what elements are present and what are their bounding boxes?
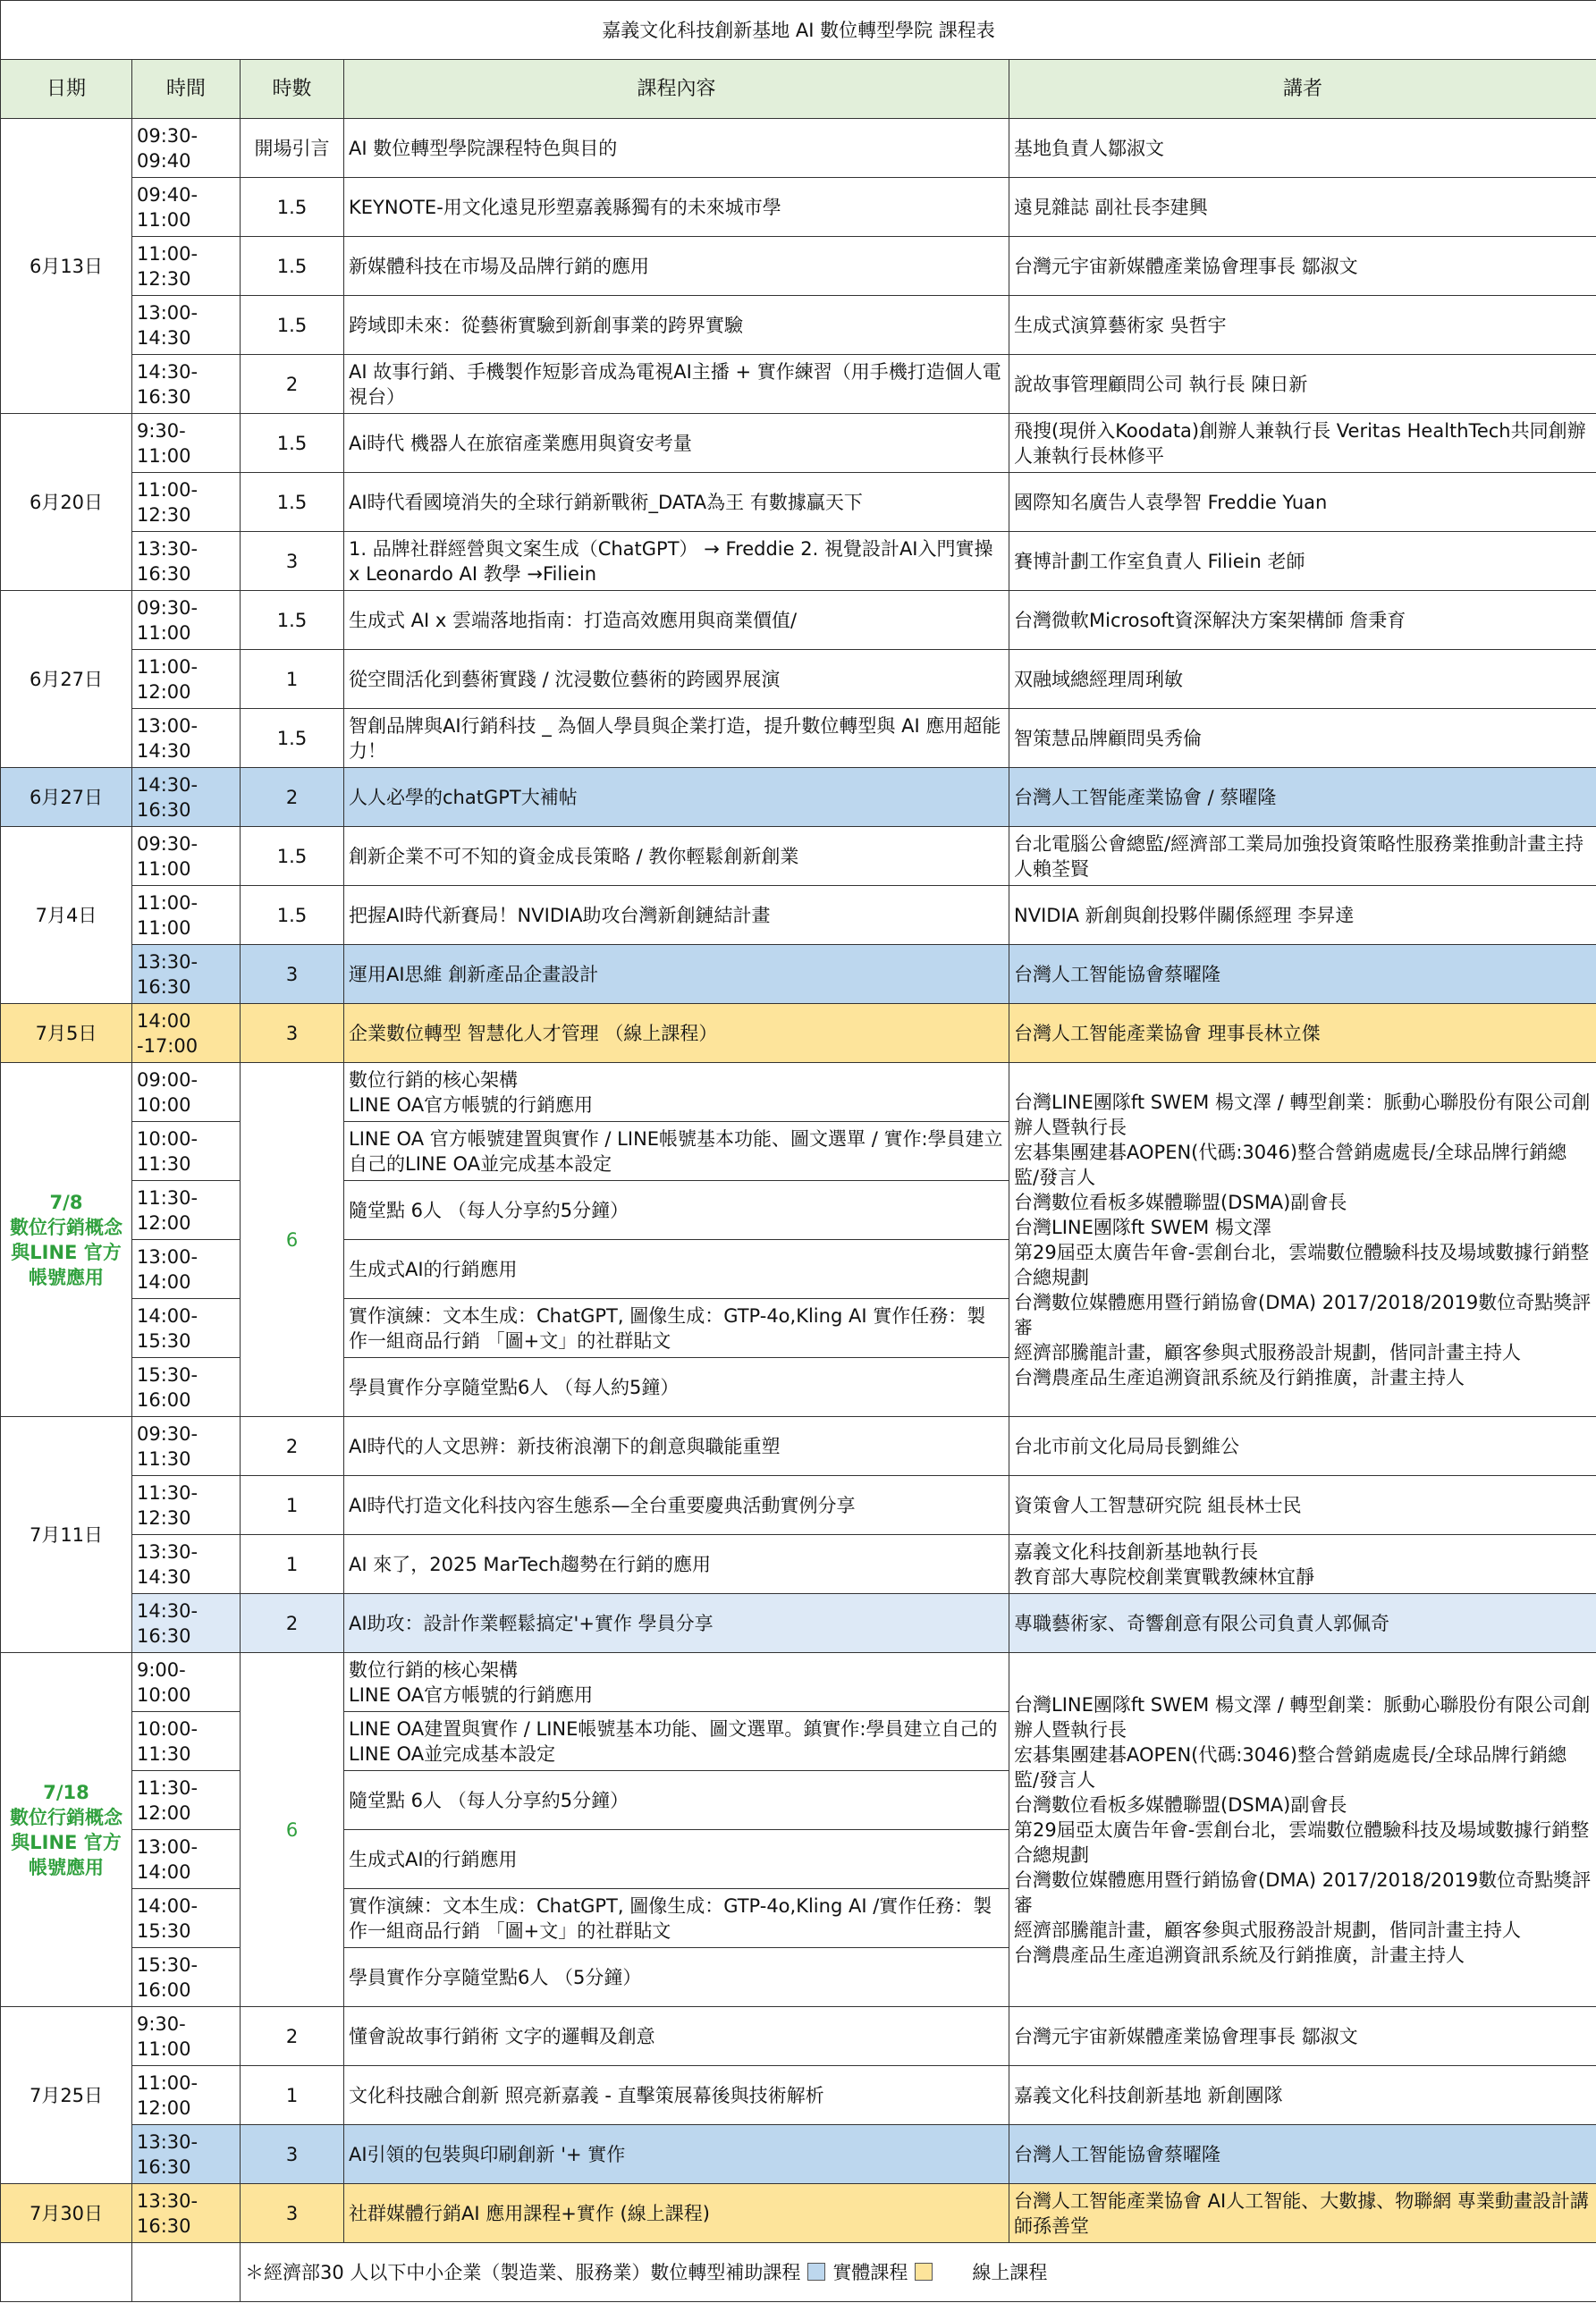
time-cell: 10:00-11:30	[132, 1122, 241, 1181]
content-cell: 實作演練：文本生成：ChatGPT, 圖像生成：GTP-4o,Kling AI 實作任務：製作一組商品行銷 「圖+文」的社群貼文	[344, 1299, 1009, 1358]
hours-cell: 1.5	[241, 296, 344, 355]
speaker-cell: 台灣人工智能產業協會 理事長林立傑	[1009, 1004, 1596, 1063]
content-cell: 從空間活化到藝術實踐 / 沈浸數位藝術的跨國界展演	[344, 650, 1009, 709]
hours-cell: 1.5	[241, 414, 344, 473]
hours-cell: 1.5	[241, 591, 344, 650]
table-row	[1, 2066, 1596, 2125]
content-cell: 文化科技融合創新 照亮新嘉義 - 直擊策展幕後與技術解析	[344, 2066, 1009, 2125]
content-cell: 生成式AI的行銷應用	[344, 1240, 1009, 1299]
header-hours: 時數	[241, 60, 344, 119]
time-cell: 13:00-14:00	[132, 1240, 241, 1299]
hours-cell: 1.5	[241, 237, 344, 296]
content-cell: 學員實作分享隨堂點6人 （每人約5鐘）	[344, 1358, 1009, 1417]
time-cell: 15:30-16:00	[132, 1948, 241, 2007]
content-cell: Ai時代 機器人在旅宿產業應用與資安考量	[344, 414, 1009, 473]
content-cell: 社群媒體行銷AI 應用課程+實作 (線上課程)	[344, 2184, 1009, 2243]
speaker-cell: 台北電腦公會總監/經濟部工業局加強投資策略性服務業推動計畫主持人賴荃賢	[1009, 827, 1596, 886]
speaker-cell: 賽博計劃工作室負責人 Filiein 老師	[1009, 532, 1596, 591]
content-cell: AI助攻：設計作業輕鬆搞定'+實作 學員分享	[344, 1594, 1009, 1653]
hours-cell: 3	[241, 2125, 344, 2184]
time-cell: 11:30-12:00	[132, 1771, 241, 1830]
time-cell: 09:30-11:30	[132, 1417, 241, 1476]
content-cell: 懂會說故事行銷術 文字的邏輯及創意	[344, 2007, 1009, 2066]
time-cell: 13:30-16:30	[132, 532, 241, 591]
content-cell: 隨堂點 6人 （每人分享約5分鐘）	[344, 1181, 1009, 1240]
legend-empty-cell	[1, 2243, 132, 2302]
title-row	[1, 1, 1596, 60]
hours-cell: 1.5	[241, 827, 344, 886]
content-cell: AI時代看國境消失的全球行銷新戰術_DATA為王 有數據贏天下	[344, 473, 1009, 532]
speaker-cell: 台灣元宇宙新媒體產業協會理事長 鄒淑文	[1009, 2007, 1596, 2066]
content-cell: 數位行銷的核心架構 LINE OA官方帳號的行銷應用	[344, 1063, 1009, 1122]
table-row	[1, 1653, 1596, 1712]
speaker-cell: 台灣微軟Microsoft資深解決方案架構師 詹秉育	[1009, 591, 1596, 650]
content-cell: 人人必學的chatGPT大補帖	[344, 768, 1009, 827]
time-cell: 09:30-11:00	[132, 591, 241, 650]
legend-blue-swatch	[807, 2263, 825, 2281]
header-speaker: 講者	[1009, 60, 1596, 119]
content-cell: 生成式 AI x 雲端落地指南：打造高效應用與商業價值/	[344, 591, 1009, 650]
hours-cell: 1.5	[241, 709, 344, 768]
table-row	[1, 178, 1596, 237]
speaker-cell: 台灣人工智能產業協會 / 蔡曜隆	[1009, 768, 1596, 827]
hours-cell: 2	[241, 1417, 344, 1476]
speaker-cell: NVIDIA 新創與創投夥伴關係經理 李昇達	[1009, 886, 1596, 945]
hours-cell: 1	[241, 1535, 344, 1594]
hours-cell: 1.5	[241, 473, 344, 532]
table-row	[1, 2184, 1596, 2243]
table-row	[1, 945, 1596, 1004]
table-row	[1, 1476, 1596, 1535]
time-cell: 11:00-12:00	[132, 650, 241, 709]
time-cell: 11:00-12:30	[132, 237, 241, 296]
time-cell: 9:30-11:00	[132, 2007, 241, 2066]
time-cell: 14:00 -17:00	[132, 1004, 241, 1063]
speaker-cell: 遠見雜誌 副社長李建興	[1009, 178, 1596, 237]
hours-cell: 6	[241, 1653, 344, 2007]
speaker-cell: 國際知名廣告人袁學智 Freddie Yuan	[1009, 473, 1596, 532]
time-cell: 10:00-11:30	[132, 1712, 241, 1771]
speaker-cell: 台灣LINE團隊ft SWEM 楊文澤 / 轉型創業：脈動心聯股份有限公司創辦人暨執行長 宏碁集團建碁AOPEN(代碼:3046)整合營銷處處長/全球品牌行銷總監/發言人 台灣數位看板多媒體聯盟(DSMA)副會長 台灣LINE團隊ft SWEM 楊文澤 第29屆亞太廣告年會-雲創台北，雲端數位體驗科技及場域數據行銷整合總規劃 台灣數位媒體應用暨行銷協會(DMA) 2017/2018/2019數位奇點獎評審 經濟部騰龍計畫，顧客參與式服務設計規劃，偕同計畫主持人 台灣農產品生產追溯資訊系統及行銷推廣，計畫主持人	[1009, 1063, 1596, 1417]
speaker-cell: 智策慧品牌顧問吳秀倫	[1009, 709, 1596, 768]
date-cell: 7/8 數位行銷概念與LINE 官方帳號應用	[1, 1063, 132, 1417]
table-row	[1, 2125, 1596, 2184]
hours-cell: 1	[241, 650, 344, 709]
table-row	[1, 355, 1596, 414]
time-cell: 13:30-16:30	[132, 945, 241, 1004]
content-cell: AI時代的人文思辨：新技術浪潮下的創意與職能重塑	[344, 1417, 1009, 1476]
table-row	[1, 237, 1596, 296]
legend-yellow-swatch	[915, 2263, 933, 2281]
speaker-cell: 台灣人工智能產業協會 AI人工智能、大數據、物聯網 專業動畫設計講師孫善堂	[1009, 2184, 1596, 2243]
time-cell: 11:30-12:30	[132, 1476, 241, 1535]
table-row	[1, 709, 1596, 768]
date-cell: 7月11日	[1, 1417, 132, 1653]
content-cell: AI 數位轉型學院課程特色與目的	[344, 119, 1009, 178]
hours-cell: 3	[241, 532, 344, 591]
table-row	[1, 827, 1596, 886]
content-cell: 智創品牌與AI行銷科技 _ 為個人學員與企業打造，提升數位轉型與 AI 應用超能力！	[344, 709, 1009, 768]
hours-cell: 2	[241, 768, 344, 827]
table-row	[1, 1417, 1596, 1476]
legend-online-label: 線上課程	[972, 2261, 1048, 2283]
time-cell: 14:00-15:30	[132, 1889, 241, 1948]
time-cell: 14:30-16:30	[132, 1594, 241, 1653]
time-cell: 13:30-16:30	[132, 2125, 241, 2184]
speaker-cell: 嘉義文化科技創新基地執行長 教育部大專院校創業實戰教練林宜靜	[1009, 1535, 1596, 1594]
date-cell: 6月13日	[1, 119, 132, 414]
date-cell: 6月27日	[1, 768, 132, 827]
date-cell: 7月30日	[1, 2184, 132, 2243]
content-cell: AI時代打造文化科技內容生態系—全台重要慶典活動實例分享	[344, 1476, 1009, 1535]
time-cell: 11:00-12:30	[132, 473, 241, 532]
date-cell: 7月5日	[1, 1004, 132, 1063]
speaker-cell: 基地負責人鄒淑文	[1009, 119, 1596, 178]
content-cell: 新媒體科技在市場及品牌行銷的應用	[344, 237, 1009, 296]
table-row	[1, 414, 1596, 473]
table-row	[1, 296, 1596, 355]
table-row	[1, 591, 1596, 650]
content-cell: LINE OA建置與實作 / LINE帳號基本功能、圖文選單。鎮實作:學員建立自己的LINE OA並完成基本設定	[344, 1712, 1009, 1771]
time-cell: 11:00-12:00	[132, 2066, 241, 2125]
speaker-cell: 資策會人工智慧研究院 組長林士民	[1009, 1476, 1596, 1535]
time-cell: 13:00-14:30	[132, 296, 241, 355]
time-cell: 13:00-14:30	[132, 709, 241, 768]
content-cell: 數位行銷的核心架構 LINE OA官方帳號的行銷應用	[344, 1653, 1009, 1712]
header-content: 課程內容	[344, 60, 1009, 119]
date-cell: 7月25日	[1, 2007, 132, 2184]
content-cell: 生成式AI的行銷應用	[344, 1830, 1009, 1889]
speaker-cell: 台灣人工智能協會蔡曜隆	[1009, 945, 1596, 1004]
content-cell: 隨堂點 6人 （每人分享約5分鐘）	[344, 1771, 1009, 1830]
content-cell: LINE OA 官方帳號建置與實作 / LINE帳號基本功能、圖文選單 / 實作:學員建立自己的LINE OA並完成基本設定	[344, 1122, 1009, 1181]
content-cell: AI引領的包裝與印刷創新 '+ 實作	[344, 2125, 1009, 2184]
table-row	[1, 2007, 1596, 2066]
content-cell: KEYNOTE-用文化遠見形塑嘉義縣獨有的未來城市學	[344, 178, 1009, 237]
content-cell: 實作演練：文本生成：ChatGPT, 圖像生成：GTP-4o,Kling AI /實作任務：製作一組商品行銷 「圖+文」的社群貼文	[344, 1889, 1009, 1948]
time-cell: 14:30-16:30	[132, 355, 241, 414]
table-row	[1, 1594, 1596, 1653]
content-cell: 學員實作分享隨堂點6人 （5分鐘）	[344, 1948, 1009, 2007]
hours-cell: 1.5	[241, 178, 344, 237]
legend-empty-cell	[132, 2243, 241, 2302]
legend-note: ＊經濟部30 人以下中小企業（製造業、服務業）數位轉型補助課程	[245, 2261, 801, 2283]
hours-cell: 3	[241, 945, 344, 1004]
hours-cell: 3	[241, 1004, 344, 1063]
time-cell: 15:30-16:00	[132, 1358, 241, 1417]
hours-cell: 2	[241, 1594, 344, 1653]
speaker-cell: 双融域總經理周琍敏	[1009, 650, 1596, 709]
time-cell: 09:30-11:00	[132, 827, 241, 886]
content-cell: 企業數位轉型 智慧化人才管理 （線上課程）	[344, 1004, 1009, 1063]
hours-cell: 6	[241, 1063, 344, 1417]
speaker-cell: 台灣元宇宙新媒體產業協會理事長 鄒淑文	[1009, 237, 1596, 296]
time-cell: 11:00-11:00	[132, 886, 241, 945]
hours-cell: 1	[241, 1476, 344, 1535]
content-cell: 1. 品牌社群經營與文案生成（ChatGPT） → Freddie 2. 視覺設計AI入門實操 x Leonardo AI 教學 →Filiein	[344, 532, 1009, 591]
content-cell: 創新企業不可不知的資金成長策略 / 教你輕鬆創新創業	[344, 827, 1009, 886]
speaker-cell: 台灣人工智能協會蔡曜隆	[1009, 2125, 1596, 2184]
speaker-cell: 說故事管理顧問公司 執行長 陳日新	[1009, 355, 1596, 414]
header-row	[1, 60, 1596, 119]
speaker-cell: 嘉義文化科技創新基地 新創團隊	[1009, 2066, 1596, 2125]
time-cell: 09:00-10:00	[132, 1063, 241, 1122]
hours-cell: 開場引言	[241, 119, 344, 178]
hours-cell: 1.5	[241, 886, 344, 945]
legend-row	[1, 2243, 1596, 2302]
date-cell: 7月4日	[1, 827, 132, 1004]
time-cell: 11:30-12:00	[132, 1181, 241, 1240]
table-row	[1, 1004, 1596, 1063]
hours-cell: 3	[241, 2184, 344, 2243]
content-cell: AI 來了，2025 MarTech趨勢在行銷的應用	[344, 1535, 1009, 1594]
time-cell: 13:30-14:30	[132, 1535, 241, 1594]
content-cell: AI 故事行銷、手機製作短影音成為電視AI主播 + 實作練習（用手機打造個人電視台）	[344, 355, 1009, 414]
table-row	[1, 768, 1596, 827]
content-cell: 運用AI思維 創新產品企畫設計	[344, 945, 1009, 1004]
table-row	[1, 473, 1596, 532]
speaker-cell: 生成式演算藝術家 吳哲宇	[1009, 296, 1596, 355]
legend-physical-label: 實體課程	[832, 2261, 908, 2283]
table-row	[1, 1063, 1596, 1122]
hours-cell: 2	[241, 355, 344, 414]
legend-cell	[241, 2243, 1596, 2302]
time-cell: 9:00-10:00	[132, 1653, 241, 1712]
date-cell: 6月27日	[1, 591, 132, 768]
time-cell: 14:00-15:30	[132, 1299, 241, 1358]
table-row	[1, 1535, 1596, 1594]
time-cell: 09:40-11:00	[132, 178, 241, 237]
header-date: 日期	[1, 60, 132, 119]
speaker-cell: 專職藝術家、奇響創意有限公司負責人郭佩奇	[1009, 1594, 1596, 1653]
table-row	[1, 650, 1596, 709]
hours-cell: 1	[241, 2066, 344, 2125]
header-time: 時間	[132, 60, 241, 119]
speaker-cell: 台灣LINE團隊ft SWEM 楊文澤 / 轉型創業：脈動心聯股份有限公司創辦人暨執行長 宏碁集團建碁AOPEN(代碼:3046)整合營銷處處長/全球品牌行銷總監/發言人 台灣數位看板多媒體聯盟(DSMA)副會長 第29屆亞太廣告年會-雲創台北，雲端數位體驗科技及場域數據行銷整合總規劃 台灣數位媒體應用暨行銷協會(DMA) 2017/2018/2019數位奇點獎評審 經濟部騰龍計畫，顧客參與式服務設計規劃，偕同計畫主持人 台灣農產品生產追溯資訊系統及行銷推廣，計畫主持人	[1009, 1653, 1596, 2007]
time-cell: 13:30-16:30	[132, 2184, 241, 2243]
speaker-cell: 台北市前文化局局長劉維公	[1009, 1417, 1596, 1476]
table-row	[1, 119, 1596, 178]
speaker-cell: 飛搜(現併入Koodata)創辦人兼執行長 Veritas HealthTech共同創辦人兼執行長林修平	[1009, 414, 1596, 473]
time-cell: 09:30-09:40	[132, 119, 241, 178]
table-title: 嘉義文化科技創新基地 AI 數位轉型學院 課程表	[1, 1, 1596, 60]
time-cell: 14:30-16:30	[132, 768, 241, 827]
content-cell: 把握AI時代新賽局！NVIDIA助攻台灣新創鏈結計畫	[344, 886, 1009, 945]
date-cell: 6月20日	[1, 414, 132, 591]
time-cell: 13:00-14:00	[132, 1830, 241, 1889]
hours-cell: 2	[241, 2007, 344, 2066]
table-row	[1, 532, 1596, 591]
time-cell: 9:30-11:00	[132, 414, 241, 473]
table-row	[1, 886, 1596, 945]
date-cell: 7/18 數位行銷概念與LINE 官方帳號應用	[1, 1653, 132, 2007]
content-cell: 跨域即未來：從藝術實驗到新創事業的跨界實驗	[344, 296, 1009, 355]
